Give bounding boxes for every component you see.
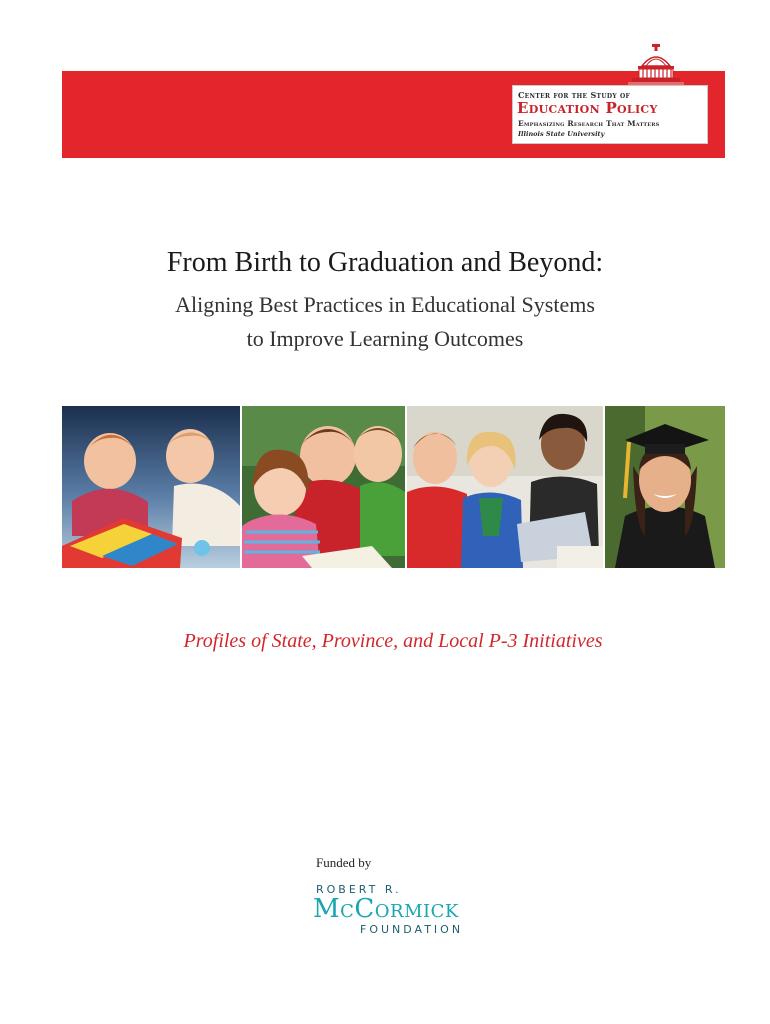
mccormick-logo-top: ROBERT R. [316,883,402,896]
capitol-dome-icon [628,44,684,90]
cover-subtitle-line1: Aligning Best Practices in Educational Systems [175,292,595,317]
profiles-subtitle: Profiles of State, Province, and Local P-3 Initiatives [183,630,603,652]
logo-line-university: Illinois State University [518,130,605,138]
children-reading-photo [242,406,405,568]
cover-subtitle-line2: to Improve Learning Outcomes [246,326,524,351]
funded-by-label: Funded by [316,855,372,870]
mccormick-logo-name: McCormick [313,894,459,924]
cover-title: From Birth to Graduation and Beyond: [166,247,604,278]
mccormick-logo-bottom: FOUNDATION [360,923,464,936]
babies-photo [62,406,240,568]
logo-line-education-policy: Education Policy [517,99,658,117]
graduate-photo [605,406,725,568]
logo-line-tagline: Emphasizing Research That Matters [518,119,660,128]
teenagers-photo [407,406,603,568]
logo-line-center: Center for the Study of [518,90,631,100]
